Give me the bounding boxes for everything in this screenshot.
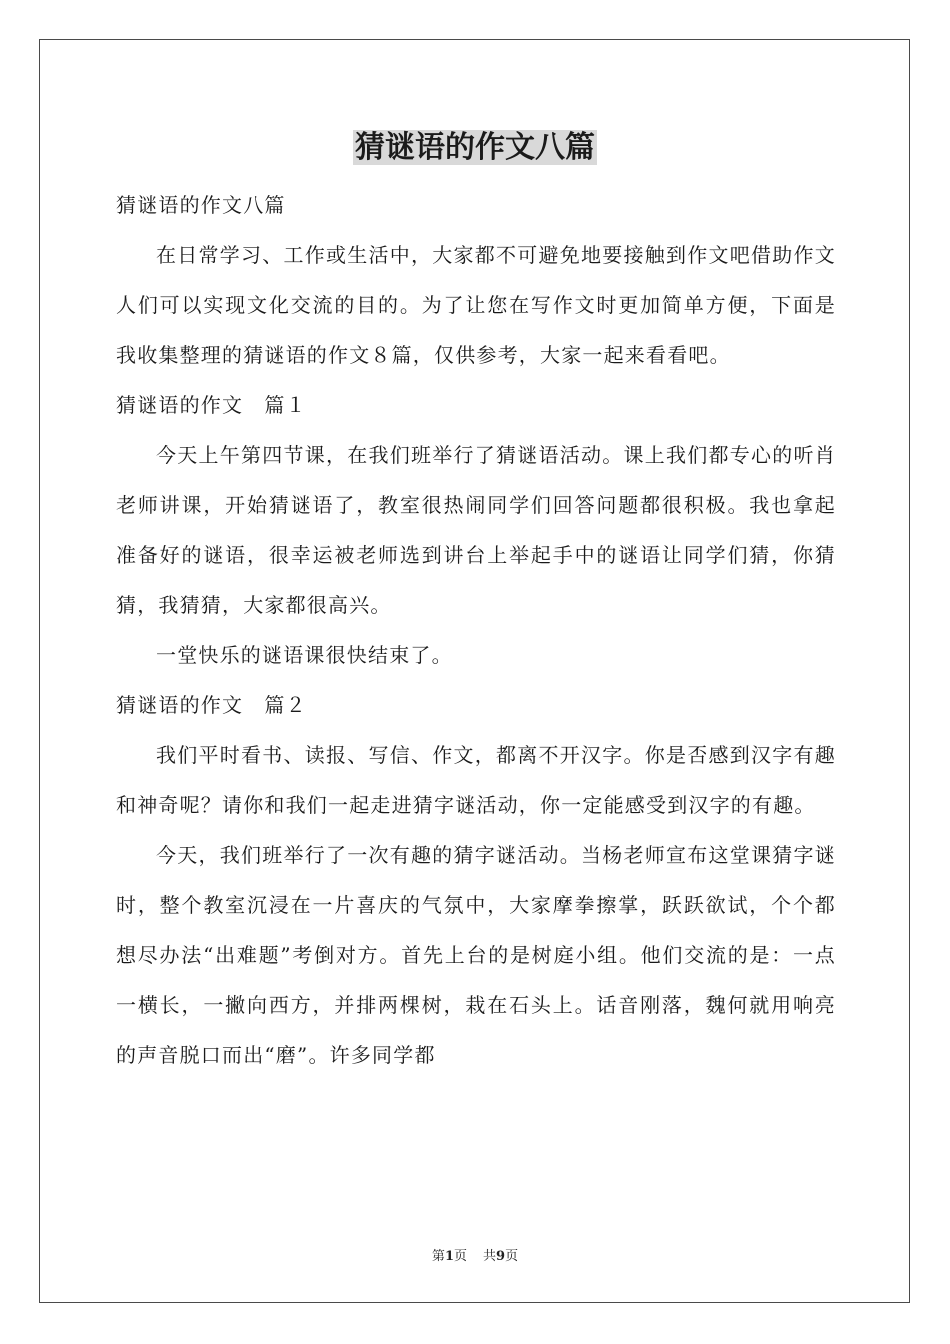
document-title-text: 猜谜语的作文八篇 — [355, 130, 595, 165]
section-2-paragraph-2: 今天，我们班举行了一次有趣的猜字谜活动。当杨老师宣布这堂课猜字谜时，整个教室沉浸在一片喜庆的气氛中，大家摩拳擦掌，跃跃欲试，个个都想尽办法“出难题”考倒对方。首先上台的是树庭小组。他们交流的是：一点一横长，一撇向西方，并排两棵树，栽在石头上。话音刚落，魏何就用响亮的声音脱口而出“磨”。许多同学都 — [116, 843, 836, 1067]
page-total: 9 — [496, 1249, 506, 1264]
section-1-paragraph-2: 一堂快乐的谜语课很快结束了。 — [156, 643, 453, 667]
page-label-suffix: 页 — [453, 1249, 467, 1264]
total-label-prefix: 共 — [483, 1249, 497, 1264]
intro-paragraph: 在日常学习、工作或生活中，大家都不可避免地要接触到作文吧借助作文人们可以实现文化交流的目的。为了让您在写作文时更加简单方便，下面是我收集整理的猜谜语的作文８篇，仅供参考，大家一起来看看吧。 — [116, 243, 836, 367]
total-label-suffix: 页 — [505, 1249, 519, 1264]
section-2-paragraph-1: 我们平时看书、读报、写信、作文，都离不开汉字。你是否感到汉字有趣和神奇呢？请你和我们一起走进猜字谜活动，你一定能感受到汉字的有趣。 — [116, 743, 836, 817]
page-label-prefix: 第 — [431, 1249, 445, 1264]
document-title — [0, 125, 950, 171]
section-1-paragraph-1: 今天上午第四节课，在我们班举行了猜谜语活动。课上我们都专心的听肖老师讲课，开始猜谜语了，教室很热闹同学们回答问题都很积极。我也拿起准备好的谜语，很幸运被老师选到讲台上举起手中的谜语让同学们猜，你猜猜，我猜猜，大家都很高兴。 — [116, 443, 836, 617]
section-heading-1: 猜谜语的作文 篇１ — [116, 393, 307, 417]
page-current: 1 — [444, 1249, 454, 1264]
section-heading-2: 猜谜语的作文 篇２ — [116, 693, 307, 717]
page-footer — [0, 1247, 950, 1267]
document-body — [116, 180, 836, 1080]
intro-heading: 猜谜语的作文八篇 — [116, 193, 286, 217]
